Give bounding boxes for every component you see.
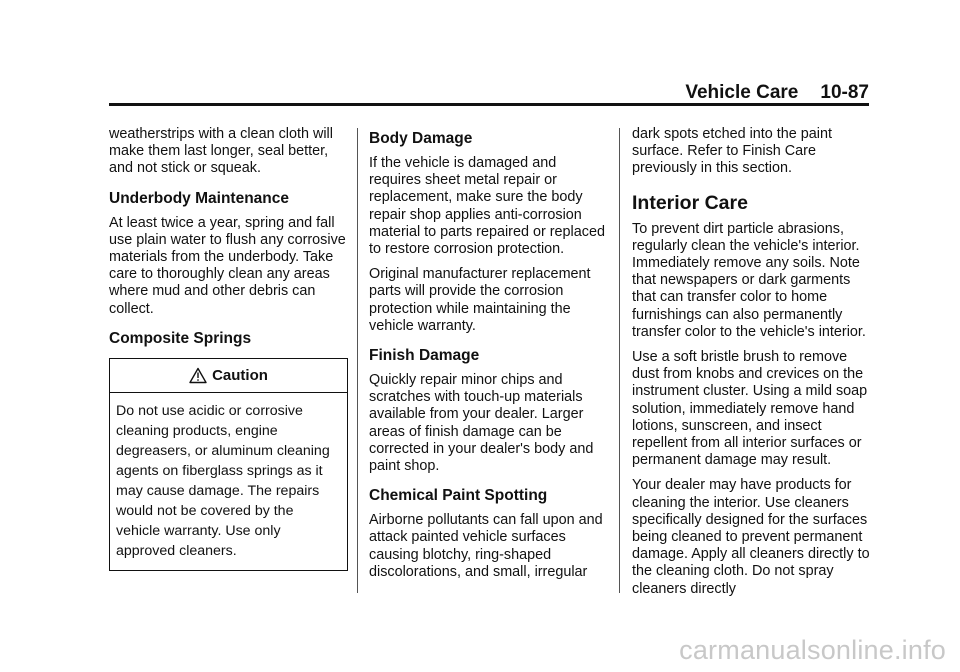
watermark: carmanualsonline.info bbox=[679, 635, 946, 665]
finish-damage-heading: Finish Damage bbox=[369, 347, 480, 365]
underbody-heading: Underbody Maintenance bbox=[109, 189, 289, 207]
interior-care-heading: Interior Care bbox=[632, 191, 748, 214]
column-1 bbox=[109, 126, 347, 571]
chemical-paint-heading: Chemical Paint Spotting bbox=[369, 487, 548, 505]
body-damage-paragraph-2: Original manufacturer replacement parts will provide the corrosion protection while maintaining the vehicle warranty. bbox=[369, 266, 591, 334]
body-damage-heading: Body Damage bbox=[369, 130, 473, 147]
section-title: Vehicle Care bbox=[685, 82, 799, 103]
header-rule bbox=[109, 103, 869, 106]
composite-springs-heading: Composite Springs bbox=[109, 329, 252, 347]
chemical-paint-paragraph: Airborne pollutants can fall upon and attack painted vehicle surfaces causing blotchy, ring-shaped discolorations, and small, irregular bbox=[369, 512, 603, 580]
column-divider-2 bbox=[619, 128, 620, 593]
page-header bbox=[109, 82, 869, 102]
caution-text: Do not use acidic or corrosive cleaning products, engine degreasers, or aluminum cleaning agents on fiberglass springs as it may cause damage. The repairs would not be covered by the vehicle warranty. Use only approved cleaners. bbox=[116, 402, 330, 559]
caution-header bbox=[110, 359, 347, 393]
finish-damage-paragraph: Quickly repair minor chips and scratches with touch-up materials available from your dealer. Larger areas of finish damage can be corrected in your dealer's body and paint shop. bbox=[369, 372, 594, 475]
interior-paragraph-1: To prevent dirt particle abrasions, regularly clean the vehicle's interior. Immediately remove any soils. Note that newspapers or dark garments that can transfer color to home furnishings can also permanently transfer color to the vehicle's interior. bbox=[632, 220, 866, 340]
column-3 bbox=[632, 126, 870, 606]
body-damage-paragraph-1: If the vehicle is damaged and requires sheet metal repair or replacement, make sure the body repair shop applies anti-corrosion material to parts repaired or replaced to restore corrosion protection. bbox=[369, 155, 605, 258]
page-number: 10-87 bbox=[820, 82, 869, 103]
column-divider-1 bbox=[357, 128, 358, 593]
continued-paragraph: dark spots etched into the paint surface. Refer to Finish Care previously in this section. bbox=[632, 126, 833, 177]
interior-paragraph-3: Your dealer may have products for cleaning the interior. Use cleaners specifically designed for the surfaces being cleaned to prevent permanent damage. Apply all cleaners directly to the cleaning cloth. Do not spray cleaners directly bbox=[632, 477, 870, 597]
caution-title: Caution bbox=[212, 366, 268, 384]
interior-paragraph-2: Use a soft bristle brush to remove dust from knobs and crevices on the instrument cluster. Using a mild soap solution, immediately remove hand lotions, sunscreen, and insect repellent from all interior surfaces or permanent damage may result. bbox=[632, 349, 868, 469]
column-2 bbox=[369, 126, 607, 589]
warning-triangle-icon bbox=[189, 367, 207, 384]
caution-box bbox=[109, 358, 348, 571]
underbody-paragraph: At least twice a year, spring and fall use plain water to flush any corrosive materials from the underbody. Take care to thoroughly clean any areas where mud and other debris can collect. bbox=[109, 214, 346, 317]
intro-paragraph: weatherstrips with a clean cloth will make them last longer, seal better, and not stick or squeak. bbox=[109, 126, 333, 177]
